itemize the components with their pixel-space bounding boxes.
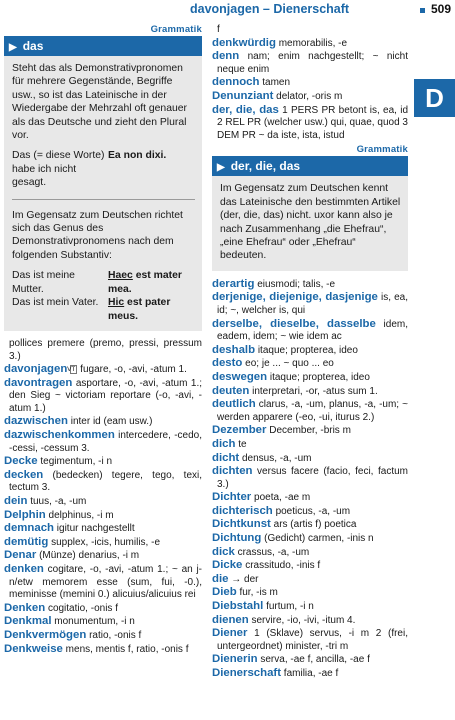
entry-list [212,278,408,681]
entry-headword: Denkvermögen [4,628,87,641]
entry-translation: is, ea, id; ~, welcher is, qui [217,292,408,316]
entry-headword: dicht [212,451,240,464]
entry-headword: Diebstahl [212,600,264,613]
entry-headword: decken [4,468,44,481]
entry-translation: cogitatio, -onis f [47,602,118,614]
example-latin-rest: est pater meus. [108,297,171,322]
dictionary-entry [212,398,408,424]
example-table [12,149,195,189]
dictionary-entry [212,371,408,385]
dictionary-entry [212,653,408,667]
entry-headword: Decke [4,455,38,468]
dictionary-entry [4,495,202,509]
entry-headword: die [212,572,229,585]
entry-translation: inter id (eam usw.) [70,416,153,428]
entry-translation: delphinus, -i m [48,509,114,521]
dictionary-entry [4,469,202,495]
entry-headword: Diener [212,627,248,640]
dictionary-entry [212,278,408,292]
left-column [4,24,202,656]
entry-translation: nam; enim nachgestellt; ~ nicht neque enim [217,51,408,75]
entry-translation: igitur nachgestellt [56,523,135,535]
entry-headword: dichterisch [212,504,273,517]
dictionary-entry [212,452,408,466]
entry-translation: eo; je ... ~ quo ... eo [245,358,334,370]
dictionary-entry [4,629,202,643]
entry-translation: intercedere, -cedo, -cessi, -cessum 3. [9,430,202,454]
entry-translation: furtum, -i n [266,601,314,613]
divider [12,199,195,200]
entry-translation: familia, -ae f [283,668,339,679]
entry-translation: December, -bris m [269,425,351,437]
page-header [0,0,455,22]
entry-headword: dick [212,545,235,558]
header-square-marker [420,8,425,13]
dictionary-entry [212,37,408,51]
example-latin [108,296,195,323]
entry-headword: der, die, das [212,103,279,116]
dictionary-entry [4,429,202,455]
entry-headword: denn [212,50,240,63]
entry-headword: dienen [212,613,249,626]
page-number: 509 [431,2,452,16]
entry-headword: dazwischen [4,415,68,428]
entry-headword: deutlich [212,398,256,411]
dictionary-entry [212,600,408,614]
example-german: Das ist mein Vater. [12,297,99,309]
entry-translation: cogitare, -o, -avi, -atum 1.; ~ an j-n/etw memorem esse (sum, fui, -0.), meminisse (memini 0.) alicuius/alicuius rei [9,564,202,601]
entry-headword: Denar [4,549,37,562]
dictionary-entry [4,522,202,536]
entry-headword: Dienerin [212,653,258,666]
dictionary-entry [4,455,202,469]
entry-headword: Delphin [4,508,46,521]
entry-headword: denkwürdig [212,36,276,49]
dictionary-entry [4,338,202,363]
entry-headword: dazwischenkommen [4,429,115,442]
triangle-right-icon: ▶ [9,42,17,53]
grammar-box-header [212,156,408,176]
grammar-paragraph: Im Gegensatz zum Deutschen richtet sich das Genus des Demonstrativpronomens nach dem folgenden Substantiv: [12,209,183,261]
example-latin-underlined: Haec [108,270,133,282]
dictionary-entry [212,318,408,344]
grammar-tag: VT [67,366,76,374]
entry-translation: pollices premere (premo, pressi, pressum 3.) [9,337,202,362]
dictionary-entry [212,385,408,399]
dictionary-entry [212,344,408,358]
entry-headword: Denkmal [4,615,52,628]
entry-headword: derjenige, diejenige, dasjenige [212,291,378,304]
entry-translation: te [238,438,247,450]
entry-translation: servire, -io, -ivi, -itum 4. [251,614,356,626]
dictionary-entry [212,90,408,104]
dictionary-entry [212,291,408,317]
entry-headword: deshalb [212,343,256,356]
grammar-paragraph: Steht das als Demonstrativpronomen für mehrere Gegenstände, Begriffe usw., so ist das Lateinische in der Wiedergabe der Mehrzahl oft genauer als das Deutsche und zieht den Plural vor. [12,63,188,142]
entry-translation: memorabilis, -e [278,37,348,49]
dictionary-entry [4,563,202,602]
dictionary-entry [212,614,408,628]
entry-translation: mens, mentis f, ratio, -onis f [65,643,189,655]
running-head: davonjagen – Dienerschaft [190,2,350,16]
dictionary-entry [4,602,202,616]
example-table [12,269,195,323]
entry-headword: demütig [4,535,49,548]
entry-translation: monumentum, -i n [54,616,135,628]
entry-translation: 1 PERS PR betont is, ea, id 2 REL PR (welcher usw.) qui, quae, quod 3 DEM PR ~ da iste, ista, istud [217,104,409,141]
entry-list [212,24,408,142]
entry-translation: crassus, -a, -um [237,546,310,558]
entry-headword: Denkweise [4,642,63,655]
entry-headword: dein [4,495,28,508]
entry-headword: Denken [4,601,46,614]
entry-translation: poeta, -ae m [254,492,311,504]
entry-translation: ratio, -onis f [89,629,142,641]
grammar-label: Grammatik [356,144,408,156]
entry-headword: desto [212,357,243,370]
entry-translation: f [217,24,220,35]
dictionary-entry [212,559,408,573]
dictionary-entry [4,615,202,629]
dictionary-entry [4,509,202,523]
entry-translation: itaque; propterea, ideo [257,344,358,356]
entry-headword: dichten [212,465,253,478]
example-latin-rest: est mater mea. [108,270,182,295]
entry-translation: 1 (Sklave) servus, -i m 2 (frei, untergeordnet) minister, -tri m [217,628,408,652]
entry-translation: crassitudo, -inis f [245,560,321,572]
grammar-box-das [4,36,202,331]
dictionary-entry [212,424,408,438]
entry-headword: Dicke [212,559,243,572]
entry-translation: interpretari, -or, -atus sum 1. [252,385,378,397]
dictionary-entry [4,377,202,416]
entry-headword: derartig [212,277,255,290]
entry-headword: derselbe, dieselbe, dasselbe [212,317,376,330]
entry-translation: tuus, -a, -um [30,496,87,508]
entry-translation: (bedecken) tegere, tego, texi, tectum 3. [9,469,202,494]
entry-translation: supplex, -icis, humilis, -e [51,536,160,548]
dictionary-entry [4,415,202,429]
dictionary-entry [212,546,408,560]
entry-translation: tegimentum, -i n [40,456,113,468]
entry-headword: deuten [212,384,250,397]
entry-translation: idem, eadem, idem; ~ wie idem ac [217,318,408,343]
right-column [212,24,408,681]
entry-headword: Dichter [212,491,252,504]
grammar-box-title: der, die, das [230,159,301,174]
entry-translation: delator, -oris m [276,90,343,102]
entry-translation: versus facere (facio, feci, factum 3.) [217,466,408,490]
dictionary-entry [212,50,408,76]
entry-translation: poeticus, -a, -um [275,505,351,517]
entry-headword: deswegen [212,370,268,383]
entry-headword: denken [4,563,44,575]
grammar-box-body [4,56,202,331]
grammar-paragraph: Im Gegensatz zum Deutschen kennt das Lateinische den bestimmten Artikel (der, die, das) nicht. uxor kann also je nach Zusammenhang „die Ehefrau“, „eine Ehefrau“ oder „Ehefrau“ bedeuten. [220,183,401,262]
entry-headword: Denunziant [212,89,274,102]
entry-translation: itaque; propterea, ideo [269,371,370,383]
entry-translation: densus, -a, -um [242,452,312,464]
example-german: Das (= diese Worte) habe ich nicht gesagt. [12,150,105,189]
dictionary-entry [212,76,408,90]
example-latin: Ea non dixi. [108,150,167,162]
entry-headword: Dieb [212,586,237,599]
entry-headword: Dichtung [212,532,262,545]
dictionary-entry [212,586,408,600]
entry-translation: clarus, -a, -um, planus, -a, -um; ~ werden apparere (-eo, -ui, iturus 2.) [217,399,408,423]
dictionary-entry [212,491,408,505]
entry-translation: → der [231,573,259,585]
dictionary-entry [212,532,408,546]
entry-translation: fugare, -o, -avi, -atum 1. [80,364,187,376]
dictionary-entry [4,536,202,550]
entry-translation: (Münze) denarius, -i m [39,550,140,562]
dictionary-entry [212,505,408,519]
entry-headword: Dezember [212,424,267,437]
dictionary-entry [212,104,408,143]
dictionary-entry [4,643,202,657]
grammar-box-body [212,176,408,270]
thumb-index-tab[interactable]: D [414,79,455,117]
entry-translation: fur, -is m [239,587,278,599]
dictionary-entry [212,357,408,371]
dictionary-entry [212,438,408,452]
entry-headword: davontragen [4,376,73,389]
entry-headword: demnach [4,522,55,535]
grammar-label: Grammatik [150,24,202,35]
entry-translation: ars (artis f) poetica [273,519,357,531]
dictionary-entry [212,667,408,681]
entry-translation: tamen [262,77,291,89]
entry-translation: serva, -ae f, ancilla, -ae f [260,654,370,666]
example-german: Das ist meine Mutter. [12,270,75,295]
entry-headword: Dienerschaft [212,667,282,679]
entry-translation: eiusmodi; talis, -e [257,278,336,290]
grammar-box-title: das [22,39,44,53]
entry-translation: (Gedicht) carmen, -inis n [264,533,374,545]
dictionary-entry [4,363,202,377]
entry-translation: asportare, -o, -avi, -atum 1.; den Sieg ~ victoriam reportare (-o, -avi, -atum 1.) [9,377,202,414]
entry-headword: dennoch [212,76,260,89]
dictionary-entry [212,24,408,37]
dictionary-entry [212,518,408,532]
dictionary-entry [4,549,202,563]
triangle-right-icon: ▶ [217,162,225,174]
grammar-box-header [4,36,202,56]
entry-headword: Dichtkunst [212,518,271,531]
example-latin-underlined: Hic [108,297,125,309]
entry-headword: davonjagen [4,363,68,376]
grammar-box-der-die-das [212,156,408,270]
entry-headword: dich [212,437,236,450]
entry-list [4,338,202,656]
dictionary-entry [212,627,408,653]
dictionary-entry [212,573,408,587]
dictionary-entry [212,465,408,491]
example-latin [108,269,195,296]
